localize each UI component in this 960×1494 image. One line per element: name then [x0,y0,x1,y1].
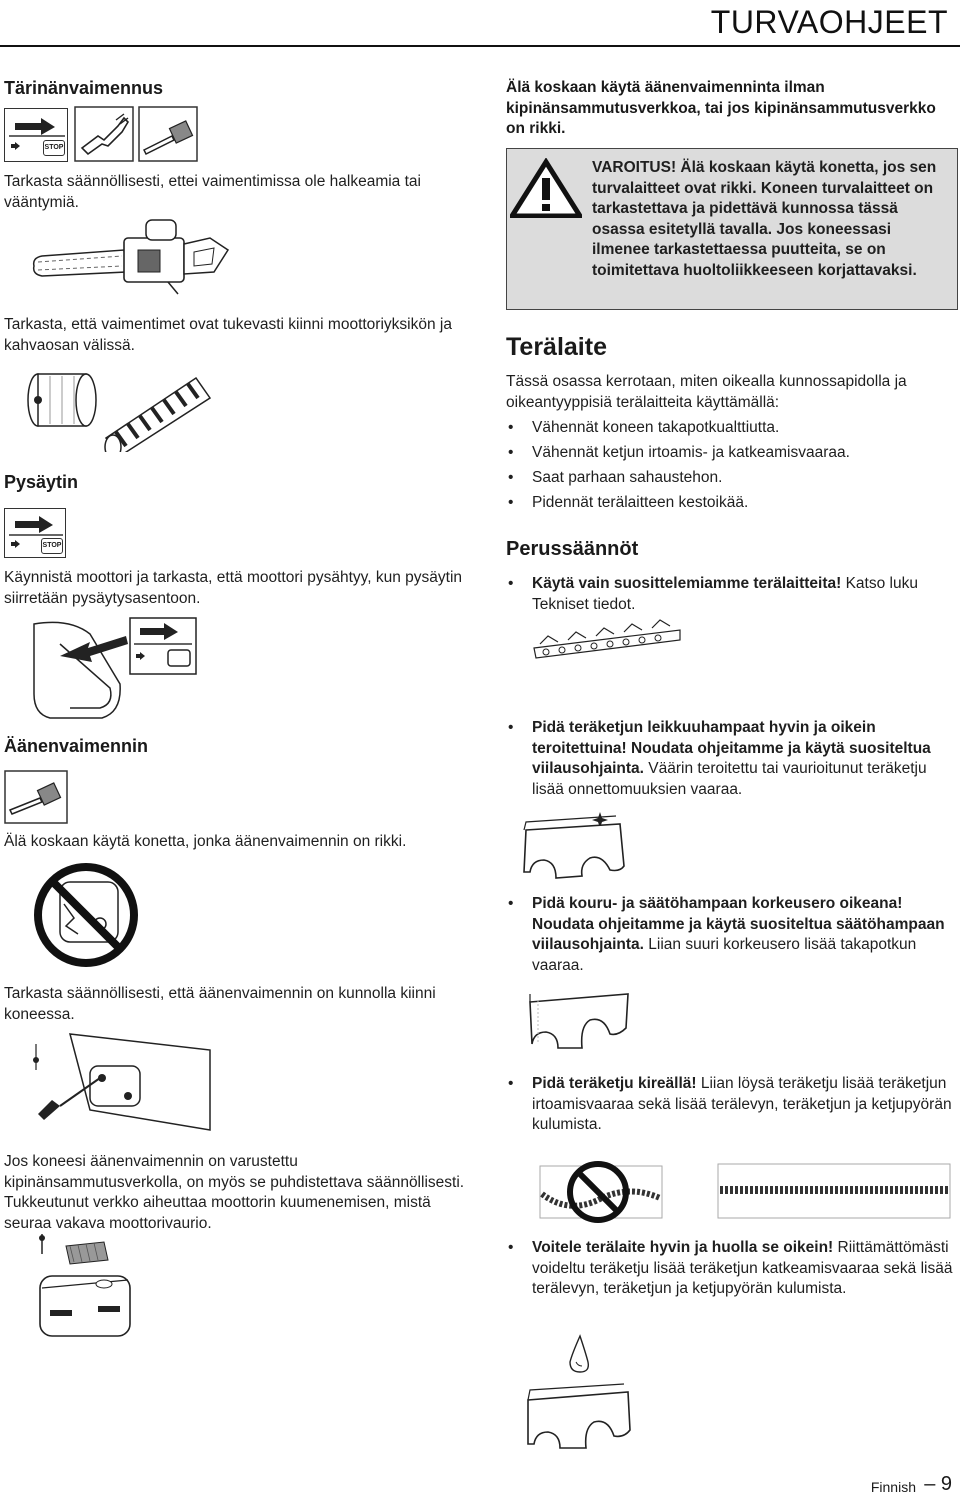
muffler-warning-text: Älä koskaan käytä konetta, jonka äänenvaimennin on rikki. [4,833,407,850]
muffler-heading: Äänenvaimennin [4,736,149,756]
depth-gauge-illustration [524,986,634,1065]
muffler-brush-icon [4,770,68,829]
rule-2 [506,718,954,800]
cutting-equipment-heading: Terälaite [506,333,607,361]
spark-screen-illustration [32,1232,142,1347]
vibration-check-text: Tarkasta säännöllisesti, ettei vaimentimissa ole halkeamia tai vääntymiä. [4,173,421,211]
rule-1-bold: Käytä vain suosittelemiamme terälaitteita! [532,575,842,592]
stop-switch-icon: STOP [4,108,68,162]
damper-illustration [26,360,226,457]
rule-4 [506,1074,954,1136]
rule-5 [506,1238,954,1300]
stop-heading: Pysäytin [4,472,79,492]
rule-2-rest: Väärin teroitettu tai vaurioitunut teräketju lisää onnettomuuksien vaaraa. [532,760,927,798]
rule-3 [506,894,954,976]
cutter-tooth-illustration [520,810,630,891]
spark-screen-warning: Älä koskaan käytä äänenvaimenninta ilman kipinänsammutusverkkoa, tai jos kipinänsammutusverkko on rikki. [506,79,936,137]
list-item: • Saat parhaan sahaustehon. [506,468,946,488]
spark-screen-text: Jos koneesi äänenvaimennin on varustettu kipinänsammutusverkolla, on myös se puhdistettava säännöllisesti. Tukkeutunut verkko aiheuttaa moottorin kuumenemisen, mistä seuraa vakava moottorivaurio. [4,1153,465,1232]
rule-2-bold: Pidä teräketjun leikkuuhampaat hyvin ja oikein teroitettuina! Noudata ohjeitamme ja käytä suositeltua viilausohjainta. [532,719,931,777]
file-brush-icon [138,106,198,167]
vibration-heading: Tärinänvaimennus [4,78,164,98]
footer-language: Finnish [870,1479,916,1494]
tight-chain-illustration [716,1160,952,1227]
basic-rules-heading: Perussäännöt [506,538,639,560]
rule-1 [506,574,954,615]
warning-triangle-icon [510,158,582,223]
warning-text [592,158,952,281]
muffler-check-text: Tarkasta säännöllisesti, että äänenvaimennin on kunnolla kiinni koneessa. [4,985,436,1023]
rule-4-rest: Liian löysä teräketju lisää teräketjun irtoamisvaaraa sekä lisää terälevyn, teräketjun ja ketjupyörän kulumista. [532,1075,952,1133]
rule-3-bold: Pidä kouru- ja säätöhampaan korkeusero oikeana! Noudata ohjeitamme ja käytä suositeltua säätöhampaan viilausohjainta. [532,895,945,953]
rule-5-rest: Riittämättömästi voideltu teräketju lisää teräketjun katkeamisvaaraa sekä lisää terälevyn, teräketjun ja ketjupyörän kulumista. [532,1239,953,1297]
stop-switch-icon-2: STOP [4,508,66,558]
vibration-mount-icon [74,106,134,167]
chainsaw-illustration [28,214,238,305]
muffler-screwdriver-illustration [30,1030,220,1145]
saw-chain-illustration [532,618,682,671]
rule-1-rest: Katso luku Tekniset tiedot. [532,575,918,613]
page-number: – 9 [924,1473,952,1494]
page-title: TURVAOHJEET [710,4,948,40]
header-rule [0,45,960,47]
oiled-tooth-illustration [520,1332,640,1459]
rule-4-bold: Pidä teräketju kireällä! [532,1075,697,1092]
slack-chain-prohibited-icon [538,1160,664,1229]
list-item: • Pidennät terälaitteen kestoikää. [506,493,946,513]
warning-rest: Koneen turvalaitteet on tarkastettava ja pidettävä kunnossa tässä osassa esitetyllä tavalla. Jos koneessasi ilmenee tarkastettaessa puutteita, se on toimitettava huoltoliikkeeseen korjattavaksi. [592,179,934,279]
broken-muffler-prohibited-icon [30,860,142,975]
rule-5-bold: Voitele terälaite hyvin ja huolla se oikein! [532,1239,834,1256]
cutting-intro: Tässä osassa kerrotaan, miten oikealla kunnossapidolla ja oikeantyyppisiä terälaitteita käyttämällä: [506,373,907,411]
stop-text: Käynnistä moottori ja tarkasta, että moottori pysähtyy, kun pysäytin siirretään pysäytysasentoon. [4,569,463,607]
rule-3-rest: Liian suuri korkeusero lisää takapotkun vaaraa. [532,936,917,974]
list-item: • Vähennät ketjun irtoamis- ja katkeamisvaaraa. [506,443,946,463]
cutting-points-list [506,418,946,513]
stop-switch-illustration [30,614,210,727]
vibration-mount-text: Tarkasta, että vaimentimet ovat tukevasti kiinni moottoriyksikön ja kahvaosan välissä. [4,316,452,354]
list-item: • Vähennät koneen takapotkualttiutta. [506,418,946,438]
warning-lead: VAROITUS! Älä koskaan käytä konetta, jos sen turvalaitteet ovat rikki. [592,159,937,197]
